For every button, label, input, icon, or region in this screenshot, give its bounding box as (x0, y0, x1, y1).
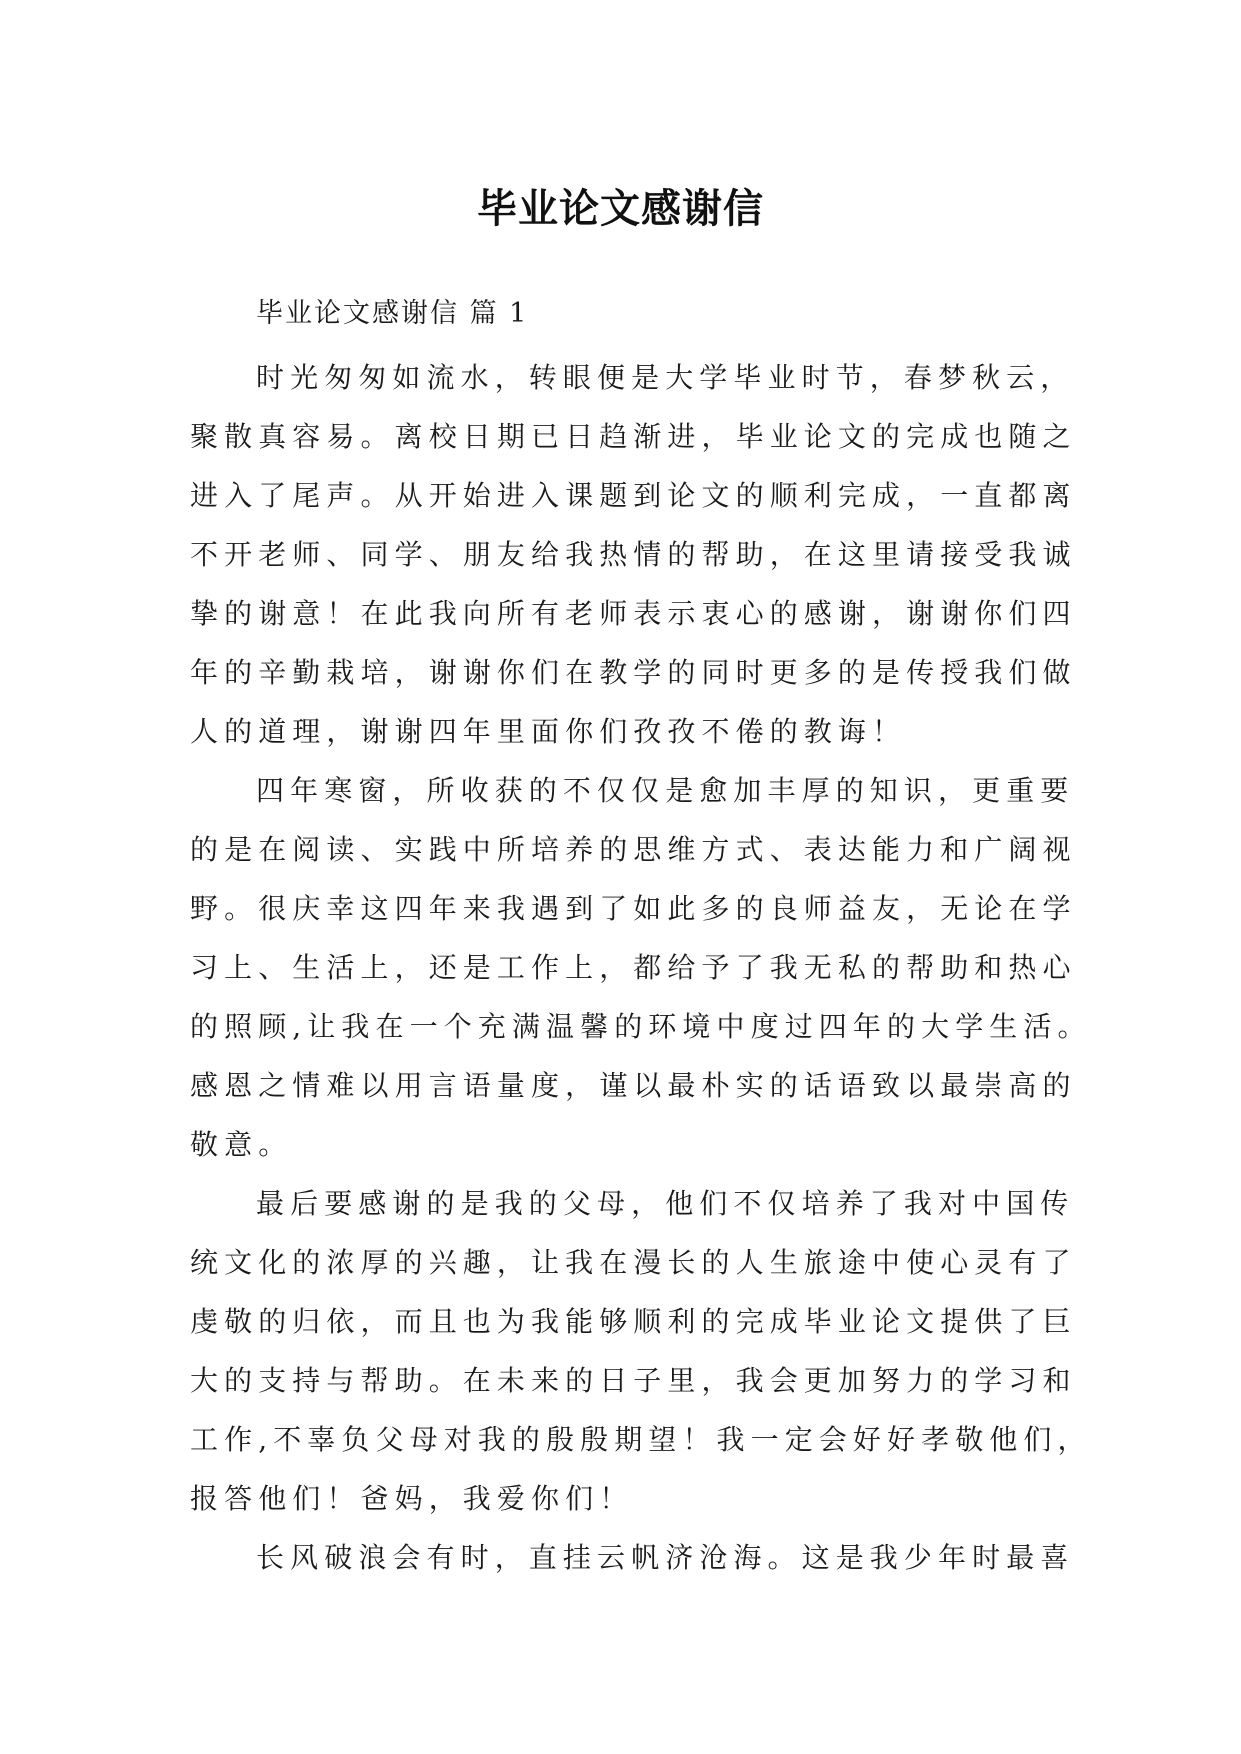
text-line: 工作,不辜负父母对我的殷殷期望！我一定会好好孝敬他们， (190, 1423, 1092, 1456)
text-line: 人的道理，谢谢四年里面你们孜孜不倦的教诲！ (190, 715, 907, 748)
paragraph-3 (190, 1174, 1092, 1528)
section-heading: 毕业论文感谢信 篇 1 (256, 298, 529, 329)
paragraph-4 (190, 1528, 1075, 1587)
text-line: 进入了尾声。从开始进入课题到论文的顺利完成，一直都离 (190, 479, 1077, 512)
page-title: 毕业论文感谢信 (477, 184, 764, 232)
text-line: 时光匆匆如流水，转眼便是大学毕业时节，春梦秋云， (256, 361, 1075, 394)
paragraph-2 (190, 761, 1092, 1174)
text-line: 四年寒窗，所收获的不仅仅是愈加丰厚的知识，更重要 (256, 774, 1075, 807)
text-line: 的照顾,让我在一个充满温馨的环境中度过四年的大学生活。 (190, 1010, 1092, 1043)
text-line: 报答他们！爸妈，我爱你们！ (190, 1482, 634, 1515)
text-line: 的是在阅读、实践中所培养的思维方式、表达能力和广阔视 (190, 833, 1077, 866)
text-line: 虔敬的归依，而且也为我能够顺利的完成毕业论文提供了巨 (190, 1305, 1077, 1338)
text-line: 最后要感谢的是我的父母，他们不仅培养了我对中国传 (256, 1187, 1075, 1220)
text-line: 野。很庆幸这四年来我遇到了如此多的良师益友，无论在学 (190, 892, 1077, 925)
text-line: 长风破浪会有时，直挂云帆济沧海。这是我少年时最喜 (256, 1541, 1075, 1574)
text-line: 年的辛勤栽培，谢谢你们在教学的同时更多的是传授我们做 (190, 656, 1077, 689)
text-line: 聚散真容易。离校日期已日趋渐进，毕业论文的完成也随之 (190, 420, 1077, 453)
text-line: 敬意。 (190, 1128, 293, 1161)
text-line: 感恩之情难以用言语量度，谨以最朴实的话语致以最崇高的 (190, 1069, 1077, 1102)
text-line: 统文化的浓厚的兴趣，让我在漫长的人生旅途中使心灵有了 (190, 1246, 1077, 1279)
text-line: 大的支持与帮助。在未来的日子里，我会更加努力的学习和 (190, 1364, 1077, 1397)
text-line: 挚的谢意！在此我向所有老师表示衷心的感谢，谢谢你们四 (190, 597, 1077, 630)
text-line: 习上、生活上，还是工作上，都给予了我无私的帮助和热心 (190, 951, 1077, 984)
body-text (190, 348, 1092, 1587)
paragraph-1 (190, 348, 1077, 761)
text-line: 不开老师、同学、朋友给我热情的帮助，在这里请接受我诚 (190, 538, 1077, 571)
